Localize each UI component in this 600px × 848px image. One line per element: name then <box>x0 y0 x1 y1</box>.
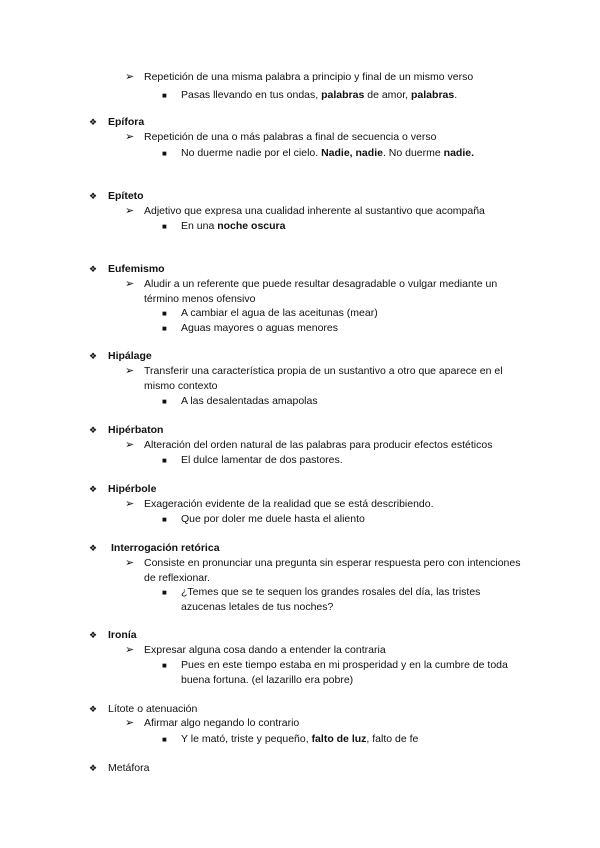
term-heading: Ironía <box>108 629 137 641</box>
definition-text: Exageración evidente de la realidad que se está describiendo. <box>144 498 434 510</box>
term-heading: Hipálage <box>108 350 152 362</box>
diamond-bullet-icon: ❖ <box>89 425 98 435</box>
definition-row <box>125 438 525 453</box>
definition-row <box>125 497 525 512</box>
example-row <box>162 146 522 161</box>
example-text: No duerme nadie por el cielo. Nadie, nadie. No duerme nadie. <box>181 147 474 159</box>
example-text: Pasas llevando en tus ondas, palabras de amor, palabras. <box>181 89 458 101</box>
definition-text: Alteración del orden natural de las palabras para producir efectos estéticos <box>144 439 493 451</box>
square-bullet-icon: ■ <box>162 324 167 333</box>
term-heading: Hipérbole <box>108 483 157 495</box>
diamond-bullet-icon: ❖ <box>89 351 98 361</box>
diamond-bullet-icon: ❖ <box>89 191 98 201</box>
diamond-bullet-icon: ❖ <box>89 484 98 494</box>
term-heading: Lítote o atenuación <box>108 703 198 715</box>
arrow-bullet-icon: ➢ <box>125 365 135 377</box>
example-row <box>162 658 522 688</box>
definition-text: Adjetivo que expresa una cualidad inherente al sustantivo que acompaña <box>144 205 485 217</box>
diamond-bullet-icon: ❖ <box>89 543 98 553</box>
square-bullet-icon: ■ <box>162 149 167 158</box>
term-heading: Interrogación retórica <box>111 542 220 554</box>
term-heading: Hipérbaton <box>108 424 164 436</box>
example-row <box>162 88 522 103</box>
square-bullet-icon: ■ <box>162 309 167 318</box>
definition-text: Repetición de una misma palabra a principio y final de un mismo verso <box>144 71 474 83</box>
term-heading: Metáfora <box>108 762 150 774</box>
arrow-bullet-icon: ➢ <box>125 498 135 510</box>
example-row <box>162 306 522 321</box>
example-row <box>162 453 522 468</box>
example-text: Pues en este tiempo estaba en mi prosperidad y en la cumbre de toda buena fortuna. (el lazarillo era pobre) <box>181 659 508 686</box>
example-row <box>162 585 522 615</box>
square-bullet-icon: ■ <box>162 456 167 465</box>
definition-row <box>125 130 525 145</box>
example-row <box>162 394 522 409</box>
diamond-bullet-icon: ❖ <box>89 704 98 714</box>
example-text: A cambiar el agua de las aceitunas (mear) <box>181 307 378 319</box>
arrow-bullet-icon: ➢ <box>125 557 135 569</box>
diamond-bullet-icon: ❖ <box>89 630 98 640</box>
term-heading: Epífora <box>108 116 145 128</box>
term-heading: Epíteto <box>108 190 144 202</box>
diamond-bullet-icon: ❖ <box>89 763 98 773</box>
definition-text: Afirmar algo negando lo contrario <box>144 717 300 729</box>
arrow-bullet-icon: ➢ <box>125 205 135 217</box>
definition-row <box>125 716 525 731</box>
arrow-bullet-icon: ➢ <box>125 131 135 143</box>
example-row <box>162 321 522 336</box>
definition-row <box>125 643 525 658</box>
square-bullet-icon: ■ <box>162 397 167 406</box>
square-bullet-icon: ■ <box>162 222 167 231</box>
example-row <box>162 219 522 234</box>
example-row <box>162 512 522 527</box>
example-text: ¿Temes que se te sequen los grandes rosales del día, las tristes azucenas letales de tus noches? <box>181 586 481 613</box>
example-text: El dulce lamentar de dos pastores. <box>181 454 343 466</box>
square-bullet-icon: ■ <box>162 588 167 597</box>
definition-row <box>125 277 525 307</box>
arrow-bullet-icon: ➢ <box>125 439 135 451</box>
definition-row <box>125 556 525 586</box>
example-text: A las desalentadas amapolas <box>181 395 318 407</box>
arrow-bullet-icon: ➢ <box>125 278 135 290</box>
arrow-bullet-icon: ➢ <box>125 644 135 656</box>
square-bullet-icon: ■ <box>162 515 167 524</box>
arrow-bullet-icon: ➢ <box>125 717 135 729</box>
diamond-bullet-icon: ❖ <box>89 117 98 127</box>
example-text: Aguas mayores o aguas menores <box>181 322 339 334</box>
example-text: Que por doler me duele hasta el aliento <box>181 513 365 525</box>
definition-row <box>125 70 525 85</box>
term-heading: Eufemismo <box>108 263 165 275</box>
example-text: En una noche oscura <box>181 220 286 232</box>
definition-text: Repetición de una o más palabras a final de secuencia o verso <box>144 131 437 143</box>
diamond-bullet-icon: ❖ <box>89 264 98 274</box>
square-bullet-icon: ■ <box>162 661 167 670</box>
definition-text: Consiste en pronunciar una pregunta sin esperar respuesta pero con intenciones de reflexionar. <box>144 557 521 584</box>
definition-row <box>125 364 525 394</box>
square-bullet-icon: ■ <box>162 735 167 744</box>
example-row <box>162 732 522 747</box>
definition-text: Aludir a un referente que puede resultar desagradable o vulgar mediante un término menos ofensivo <box>144 278 498 305</box>
example-text: Y le mató, triste y pequeño, falto de luz, falto de fe <box>181 733 419 745</box>
definition-text: Transferir una característica propia de un sustantivo a otro que aparece en el mismo contexto <box>144 365 503 392</box>
definition-row <box>125 204 525 219</box>
arrow-bullet-icon: ➢ <box>125 71 135 83</box>
definition-text: Expresar alguna cosa dando a entender la contraria <box>144 644 386 656</box>
square-bullet-icon: ■ <box>162 91 167 100</box>
